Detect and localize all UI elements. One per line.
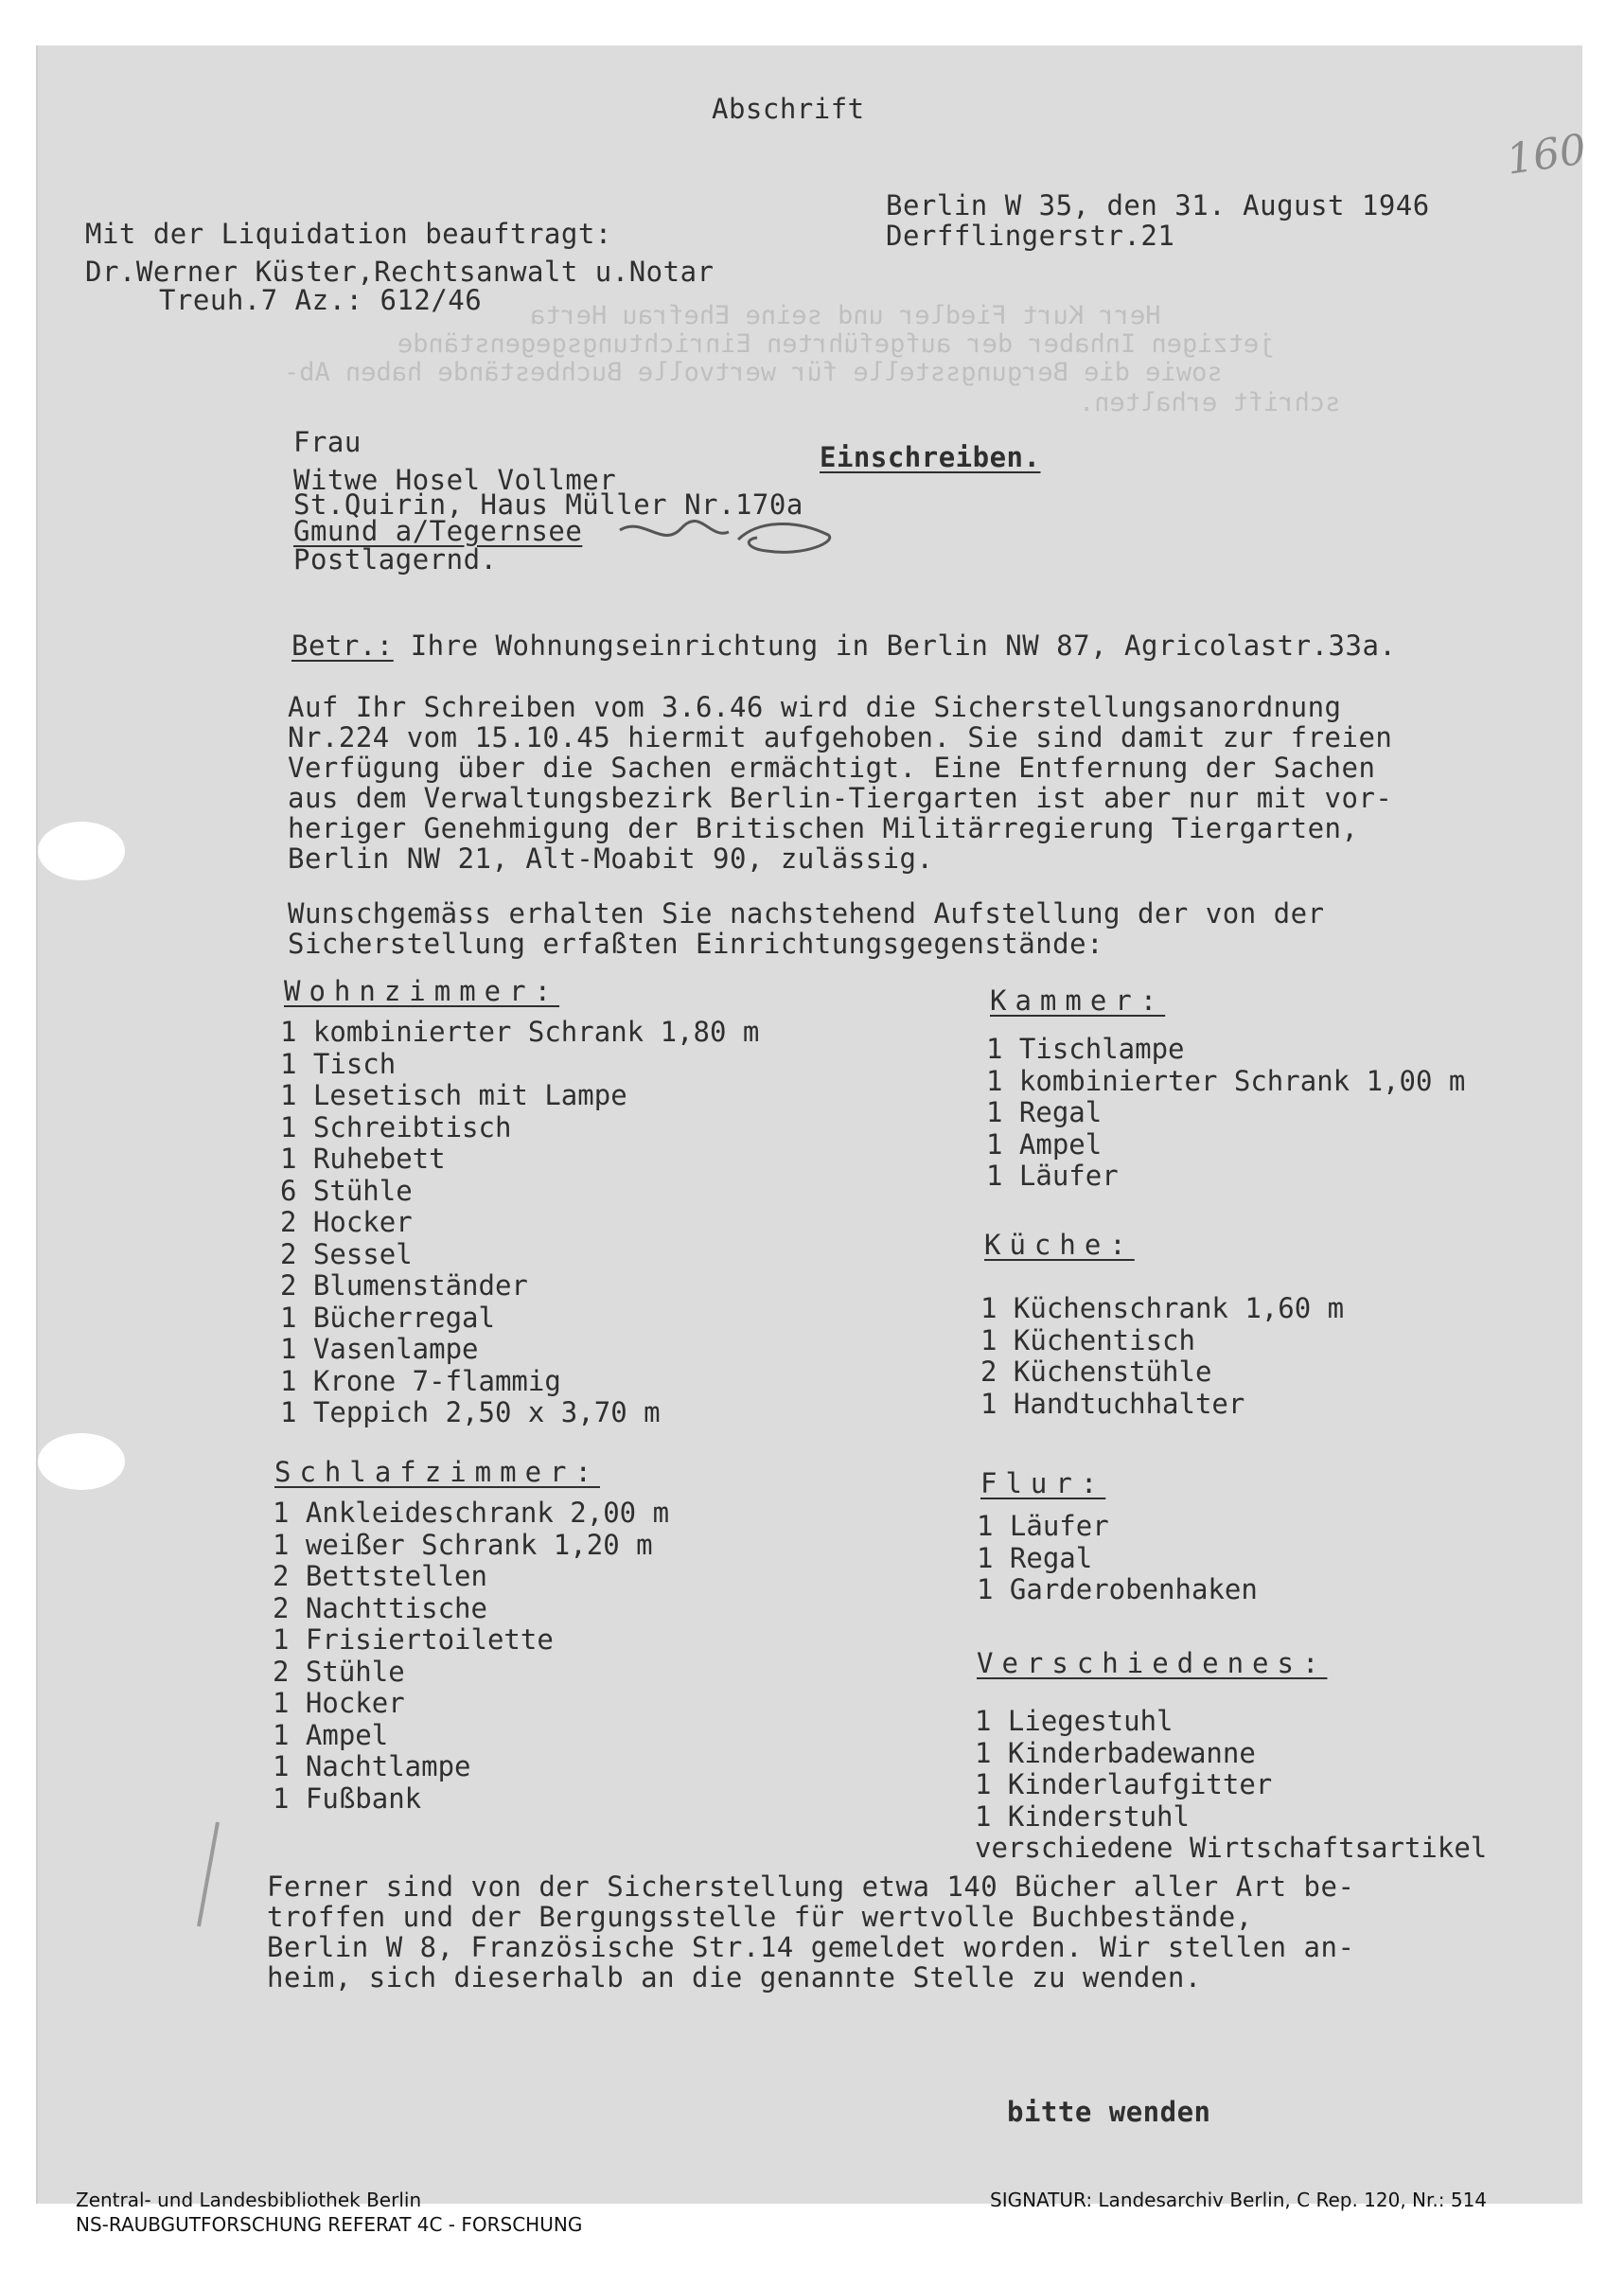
items-kueche — [980, 1293, 1344, 1420]
ghost-line: sowie die Bergungsstelle für wertvolle Buchbestände haben Ab- — [284, 358, 1223, 387]
list-item: 1 Regal — [986, 1096, 1103, 1128]
place-date-line-2: Derfflingerstr.21 — [886, 220, 1175, 252]
list-item: 1 kombinierter Schrank 1,00 m — [986, 1064, 1466, 1097]
list-item: 2 Küchenstühle — [980, 1356, 1212, 1388]
paragraph-line: aus dem Verwaltungsbezirk Berlin-Tiergarten ist aber nur mit vor- — [288, 782, 1393, 814]
sender-line-3: Treuh.7 Az.: 612/46 — [159, 284, 483, 316]
paragraph-line: Auf Ihr Schreiben vom 3.6.46 wird die Sicherstellungsanordnung — [288, 691, 1342, 723]
list-item: 1 Regal — [977, 1541, 1093, 1574]
list-item: 2 Nachttische — [273, 1591, 487, 1624]
delivery-type: Einschreiben. — [820, 441, 1041, 473]
list-item: 1 Kinderstuhl — [975, 1799, 1190, 1833]
paragraph-line: Nr.224 vom 15.10.45 hiermit aufgehoben. Sie sind damit zur freien — [288, 721, 1393, 753]
paragraph-line: Ferner sind von der Sicherstellung etwa 140 Bücher aller Art be- — [267, 1870, 1355, 1903]
handwritten-mark — [615, 511, 842, 568]
list-item: 1 Garderobenhaken — [977, 1573, 1258, 1605]
paragraph-line: heim, sich dieserhalb an die genannte Stelle zu wenden. — [267, 1961, 1202, 1994]
list-item: 1 weißer Schrank 1,20 m — [273, 1528, 653, 1561]
list-item: 1 Schreibtisch — [280, 1110, 512, 1143]
paragraph-line: Wunschgemäss erhalten Sie nachstehend Aufstellung der von der — [288, 897, 1325, 930]
list-item: 1 Ankleideschrank 2,00 m — [273, 1497, 670, 1529]
turn-over-note: bitte wenden — [1007, 2096, 1211, 2128]
room-title-kammer: Kammer: — [990, 984, 1166, 1017]
list-item: verschiedene Wirtschaftsartikel — [975, 1832, 1488, 1864]
list-item: 1 Hocker — [273, 1687, 405, 1719]
list-item: 1 Fußbank — [273, 1782, 422, 1815]
recipient-line-3: St.Quirin, Haus Müller Nr.170a — [293, 488, 803, 521]
room-title-verschiedenes: Verschiedenes: — [977, 1647, 1328, 1679]
pencil-stroke — [189, 1817, 227, 1931]
room-title-schlafzimmer: Schlafzimmer: — [274, 1456, 600, 1488]
list-item: 1 Kinderbadewanne — [975, 1736, 1256, 1769]
recipient-line-1: Frau — [293, 426, 362, 458]
list-item: 1 Tisch — [280, 1047, 397, 1080]
ghost-line: schrift erhalten. — [1079, 388, 1341, 417]
list-item: 1 Bücherregal — [280, 1301, 495, 1334]
punch-hole-top — [38, 822, 125, 880]
paragraph-line: Verfügung über die Sachen ermächtigt. Eine Entfernung der Sachen — [288, 752, 1376, 784]
list-item: 1 Läufer — [977, 1510, 1109, 1542]
list-item: 1 Kinderlaufgitter — [975, 1768, 1273, 1800]
paragraph-line: Berlin W 8, Französische Str.14 gemeldet worden. Wir stellen an- — [267, 1931, 1355, 1963]
list-item: 1 Krone 7-flammig — [280, 1364, 561, 1397]
list-item: 1 Vasenlampe — [280, 1333, 479, 1365]
list-item: 1 Küchenschrank 1,60 m — [980, 1292, 1345, 1324]
list-item: 1 Ampel — [273, 1718, 389, 1751]
list-item: 1 Küchentisch — [980, 1323, 1195, 1356]
paragraph-line: Berlin NW 21, Alt-Moabit 90, zulässig. — [288, 842, 934, 875]
items-verschiedenes — [975, 1706, 1487, 1865]
paragraph-line: troffen und der Bergungsstelle für wertvolle Buchbestände, — [267, 1901, 1253, 1933]
list-item: 1 Ruhebett — [280, 1143, 446, 1175]
footer-signature: SIGNATUR: Landesarchiv Berlin, C Rep. 120, Nr.: 514 — [990, 2189, 1488, 2211]
list-item: 2 Blumenständer — [280, 1269, 528, 1302]
list-item: 1 kombinierter Schrank 1,80 m — [280, 1016, 760, 1048]
list-item: 2 Stühle — [273, 1655, 405, 1688]
recipient-line-2: Witwe Hosel Vollmer — [293, 464, 617, 496]
recipient-line-4: Gmund a/Tegernsee — [293, 515, 583, 547]
room-title-flur: Flur: — [980, 1467, 1106, 1499]
list-item: 1 Ampel — [986, 1127, 1103, 1161]
list-item: 2 Bettstellen — [273, 1560, 487, 1592]
list-item: 1 Lesetisch mit Lampe — [280, 1079, 627, 1111]
footer-left-line-1: Zentral- und Landesbibliothek Berlin — [76, 2189, 422, 2211]
items-wohnzimmer — [280, 1017, 759, 1429]
items-kammer — [986, 1034, 1465, 1193]
sender-line-2: Dr.Werner Küster,Rechtsanwalt u.Notar — [85, 256, 715, 288]
subject-line — [291, 629, 1396, 662]
list-item: 1 Liegestuhl — [975, 1705, 1174, 1737]
ghost-line: Herr Kurt Fiedler und seine Ehefrau Herta — [530, 301, 1161, 330]
room-title-wohnzimmer: Wohnzimmer: — [284, 975, 560, 1007]
subject-label: Betr.: — [291, 629, 394, 662]
list-item: 1 Nachtlampe — [273, 1750, 471, 1782]
document-heading: Abschrift — [712, 93, 865, 125]
place-date-line-1: Berlin W 35, den 31. August 1946 — [886, 189, 1430, 222]
items-flur — [977, 1511, 1258, 1606]
list-item: 1 Tischlampe — [986, 1033, 1185, 1065]
punch-hole-bottom — [38, 1433, 125, 1490]
list-item: 1 Teppich 2,50 x 3,70 m — [280, 1396, 661, 1428]
subject-text: Ihre Wohnungseinrichtung in Berlin NW 87, Agricolastr.33a. — [393, 629, 1397, 662]
list-item: 1 Handtuchhalter — [980, 1387, 1245, 1420]
footer-left-line-2: NS-RAUBGUTFORSCHUNG REFERAT 4C - FORSCHUNG — [76, 2213, 583, 2236]
paragraph-line: Sicherstellung erfaßten Einrichtungsgegenstände: — [288, 928, 1104, 960]
ghost-line: jetzigen Inhaber der aufgeführten Einrichtungsgegenstände — [397, 329, 1275, 359]
room-title-kueche: Küche: — [984, 1229, 1135, 1261]
archive-number: 160 — [1503, 125, 1590, 185]
list-item: 1 Läufer — [986, 1160, 1119, 1192]
list-item: 1 Frisiertoilette — [273, 1623, 554, 1656]
paragraph-line: heriger Genehmigung der Britischen Militärregierung Tiergarten, — [288, 812, 1359, 844]
recipient-line-5: Postlagernd. — [293, 543, 498, 576]
list-item: 2 Sessel — [280, 1237, 413, 1270]
sender-line-1: Mit der Liquidation beauftragt: — [85, 218, 612, 250]
list-item: 6 Stühle — [280, 1174, 413, 1207]
list-item: 2 Hocker — [280, 1206, 413, 1238]
items-schlafzimmer — [273, 1498, 669, 1815]
